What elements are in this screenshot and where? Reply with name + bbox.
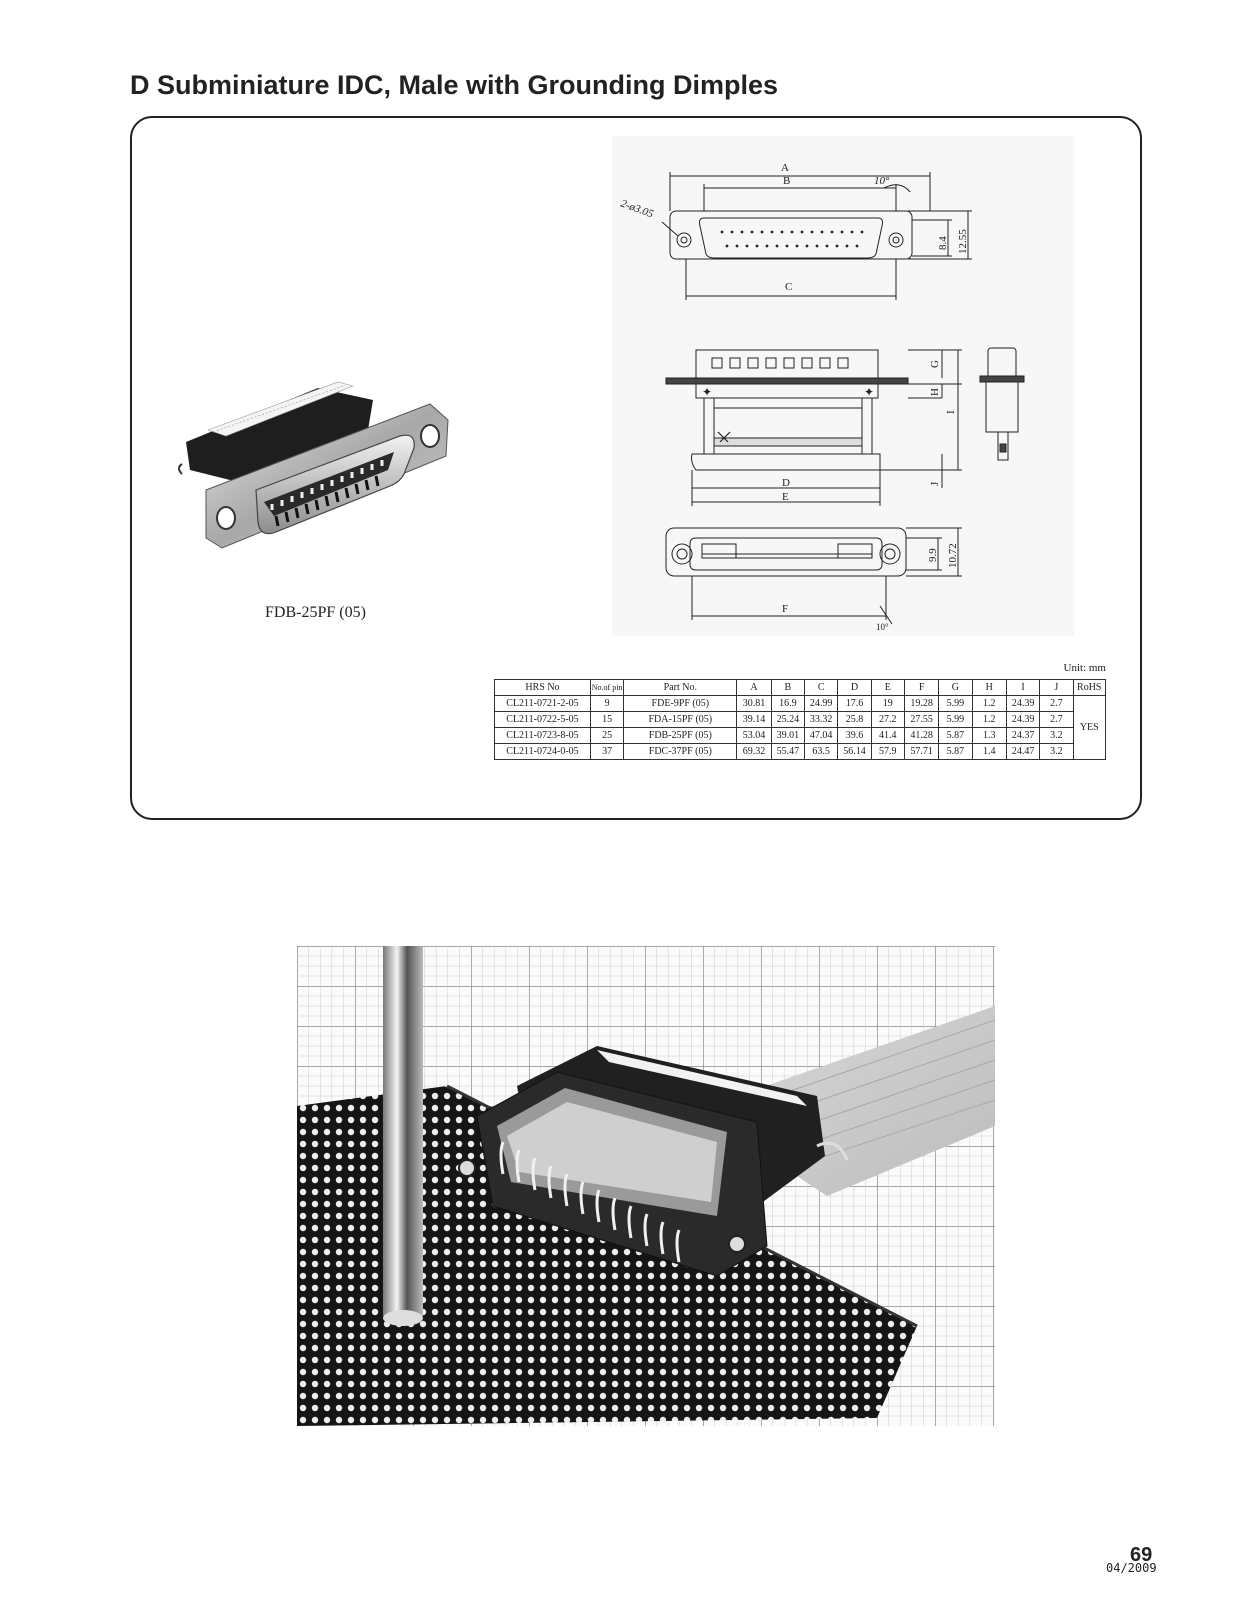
cell-b: 39.01 <box>771 728 804 744</box>
cell-c: 33.32 <box>805 712 838 728</box>
header-i: I <box>1006 680 1039 696</box>
cell-e: 27.2 <box>871 712 904 728</box>
hole-spec-label: 2-ø3.05 <box>618 197 655 221</box>
cell-h: 1.3 <box>972 728 1006 744</box>
header-f: F <box>904 680 938 696</box>
page-number: 69 <box>1130 1544 1153 1566</box>
cell-i: 24.39 <box>1006 712 1039 728</box>
product-photo <box>168 370 458 560</box>
dim-label-i: I <box>945 410 957 414</box>
cell-a: 69.32 <box>737 744 771 760</box>
header-g: G <box>939 680 972 696</box>
table-row <box>495 744 1106 760</box>
header-j: J <box>1040 680 1073 696</box>
table-row <box>495 728 1106 744</box>
print-date: 04/2009 <box>1106 1561 1157 1575</box>
dim-label-10-72: 10.72 <box>947 543 959 568</box>
header-d: D <box>838 680 871 696</box>
product-caption: FDB-25PF (05) <box>265 604 366 621</box>
cell-hrs-no: CL211-0723-8-05 <box>495 728 591 744</box>
cell-d: 56.14 <box>838 744 871 760</box>
cell-no-of-pin: 9 <box>590 696 623 712</box>
cell-part-no: FDE-9PF (05) <box>624 696 737 712</box>
cell-a: 30.81 <box>737 696 771 712</box>
header-e: E <box>871 680 904 696</box>
cell-c: 47.04 <box>805 728 838 744</box>
cell-g: 5.87 <box>939 728 972 744</box>
cell-d: 17.6 <box>838 696 871 712</box>
cell-h: 1.2 <box>972 696 1006 712</box>
header-b: B <box>771 680 804 696</box>
unit-note: Unit: mm <box>1063 662 1106 674</box>
svg-text:✦: ✦ <box>864 385 875 399</box>
dim-label-e: E <box>782 491 789 503</box>
cell-e: 57.9 <box>871 744 904 760</box>
cell-f: 57.71 <box>904 744 938 760</box>
header-no-of-pin: No.of pin <box>590 680 623 696</box>
cell-j: 2.7 <box>1040 712 1073 728</box>
cell-e: 19 <box>871 696 904 712</box>
header-hrs-no: HRS No <box>495 680 591 696</box>
dim-label-a: A <box>781 162 789 174</box>
dim-label-h: H <box>929 388 941 396</box>
angle-label-bottom: 10° <box>876 622 889 632</box>
cell-d: 39.6 <box>838 728 871 744</box>
cell-c: 24.99 <box>805 696 838 712</box>
application-photo <box>297 946 995 1426</box>
spec-table <box>494 679 1106 760</box>
dim-label-d: D <box>782 477 790 489</box>
cell-f: 19.28 <box>904 696 938 712</box>
cell-b: 55.47 <box>771 744 804 760</box>
cell-no-of-pin: 15 <box>590 712 623 728</box>
table-row <box>495 696 1106 712</box>
cell-b: 25.24 <box>771 712 804 728</box>
cell-rohs: YES <box>1073 696 1105 760</box>
cell-e: 41.4 <box>871 728 904 744</box>
cell-part-no: FDB-25PF (05) <box>624 728 737 744</box>
dim-label-b: B <box>783 175 791 187</box>
cell-hrs-no: CL211-0721-2-05 <box>495 696 591 712</box>
svg-text:✦: ✦ <box>702 385 713 399</box>
table-header-row <box>495 680 1106 696</box>
cell-i: 24.39 <box>1006 696 1039 712</box>
header-c: C <box>805 680 838 696</box>
cell-part-no: FDC-37PF (05) <box>624 744 737 760</box>
dim-label-f: F <box>782 603 789 615</box>
header-rohs: RoHS <box>1073 680 1105 696</box>
cell-d: 25.8 <box>838 712 871 728</box>
header-part-no: Part No. <box>624 680 737 696</box>
cell-hrs-no: CL211-0724-0-05 <box>495 744 591 760</box>
dimension-drawings <box>612 136 1074 636</box>
cell-g: 5.87 <box>939 744 972 760</box>
dim-label-g: G <box>929 360 941 368</box>
dim-label-c: C <box>785 281 793 293</box>
cell-i: 24.37 <box>1006 728 1039 744</box>
header-a: A <box>737 680 771 696</box>
cell-b: 16.9 <box>771 696 804 712</box>
cell-no-of-pin: 37 <box>590 744 623 760</box>
cell-part-no: FDA-15PF (05) <box>624 712 737 728</box>
cell-no-of-pin: 25 <box>590 728 623 744</box>
cell-g: 5.99 <box>939 696 972 712</box>
cell-j: 3.2 <box>1040 744 1073 760</box>
cell-h: 1.2 <box>972 712 1006 728</box>
dim-label-j: J <box>929 481 941 486</box>
cell-hrs-no: CL211-0722-5-05 <box>495 712 591 728</box>
cell-h: 1.4 <box>972 744 1006 760</box>
dim-label-12-55: 12.55 <box>957 229 969 254</box>
header-h: H <box>972 680 1006 696</box>
cell-f: 41.28 <box>904 728 938 744</box>
cell-a: 53.04 <box>737 728 771 744</box>
cell-c: 63.5 <box>805 744 838 760</box>
table-row <box>495 712 1106 728</box>
dim-label-9-9: 9.9 <box>927 548 939 562</box>
cell-j: 3.2 <box>1040 728 1073 744</box>
cell-j: 2.7 <box>1040 696 1073 712</box>
cell-a: 39.14 <box>737 712 771 728</box>
cell-f: 27.55 <box>904 712 938 728</box>
cell-i: 24.47 <box>1006 744 1039 760</box>
cell-g: 5.99 <box>939 712 972 728</box>
angle-label-top: 10° <box>874 175 890 187</box>
page-title: D Subminiature IDC, Male with Grounding Dimples <box>130 70 779 100</box>
dim-label-8-4: 8.4 <box>937 236 949 250</box>
